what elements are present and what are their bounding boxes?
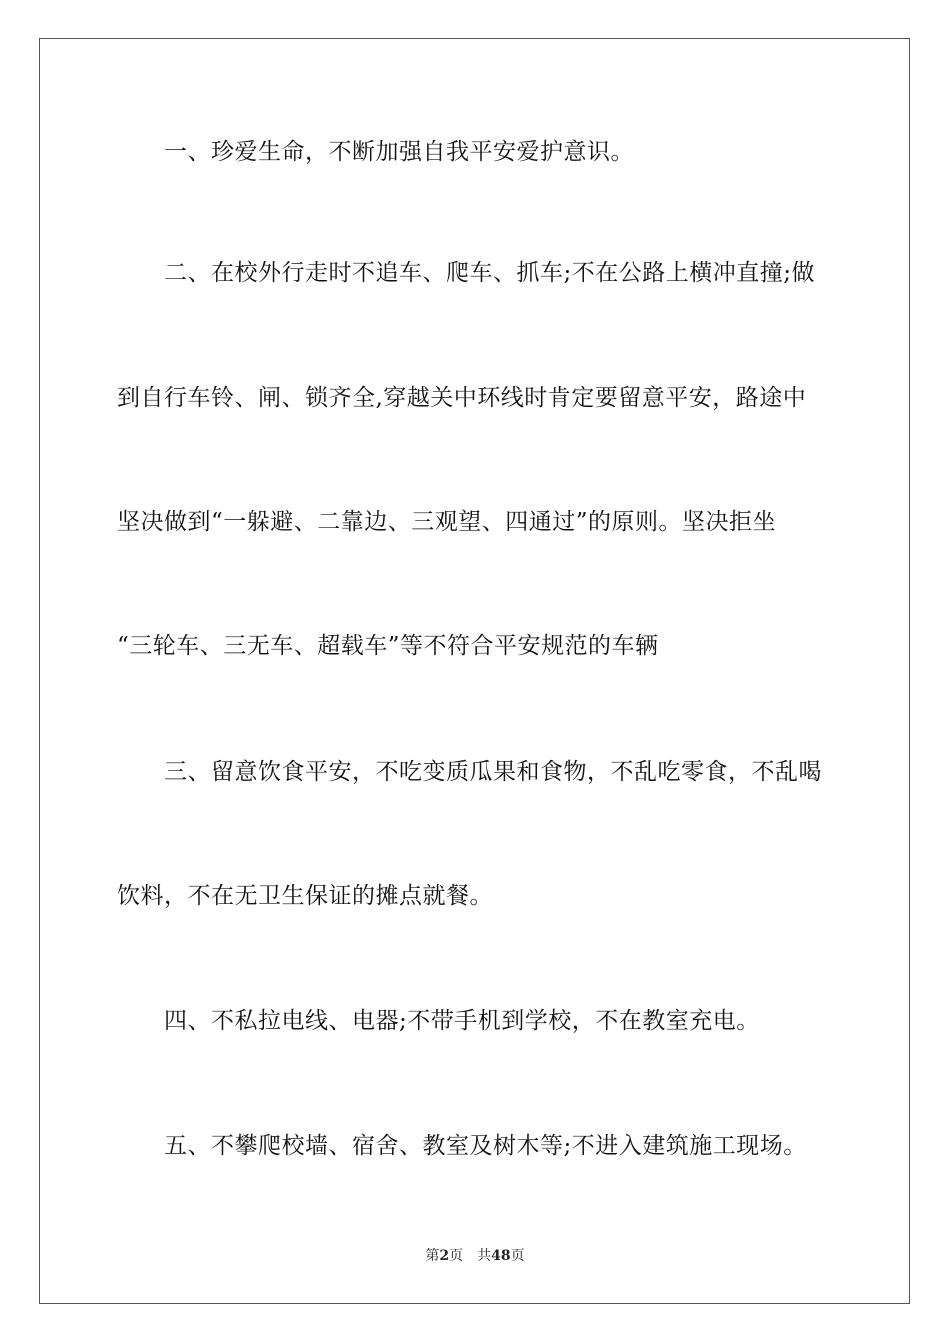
paragraph-line-9: 五、不攀爬校墙、宿舍、教室及树木等;不进入建筑施工现场。	[117, 1133, 807, 1159]
page-border	[39, 38, 910, 1304]
paragraph-line-3: 到自行车铃、闸、锁齐全,穿越关中环线时肯定要留意平安，路途中	[117, 385, 807, 411]
paragraph-line-6: 三、留意饮食平安，不吃变质瓜果和食物，不乱吃零食，不乱喝	[117, 759, 822, 785]
paragraph-line-2: 二、在校外行走时不追车、爬车、抓车;不在公路上横冲直撞;做	[117, 260, 815, 286]
footer-total-pages: 48	[491, 1248, 511, 1264]
paragraph-line-1: 一、珍爱生命，不断加强自我平安爱护意识。	[117, 139, 634, 165]
footer-total-suffix: 页	[510, 1248, 525, 1264]
page-footer	[0, 1247, 950, 1265]
paragraph-line-5: “三轮车、三无车、超载车”等不符合平安规范的车辆	[117, 633, 659, 659]
footer-page-suffix: 页	[449, 1248, 464, 1264]
paragraph-line-4: 坚决做到“一躲避、二靠边、三观望、四通过”的原则。坚决拒坐	[117, 509, 777, 535]
footer-page-number: 2	[439, 1248, 450, 1264]
paragraph-line-8: 四、不私拉电线、电器;不带手机到学校，不在教室充电。	[117, 1008, 760, 1034]
footer-page-prefix: 第	[425, 1248, 440, 1264]
footer-total-prefix: 共	[477, 1248, 492, 1264]
paragraph-line-7: 饮料，不在无卫生保证的摊点就餐。	[117, 883, 493, 909]
